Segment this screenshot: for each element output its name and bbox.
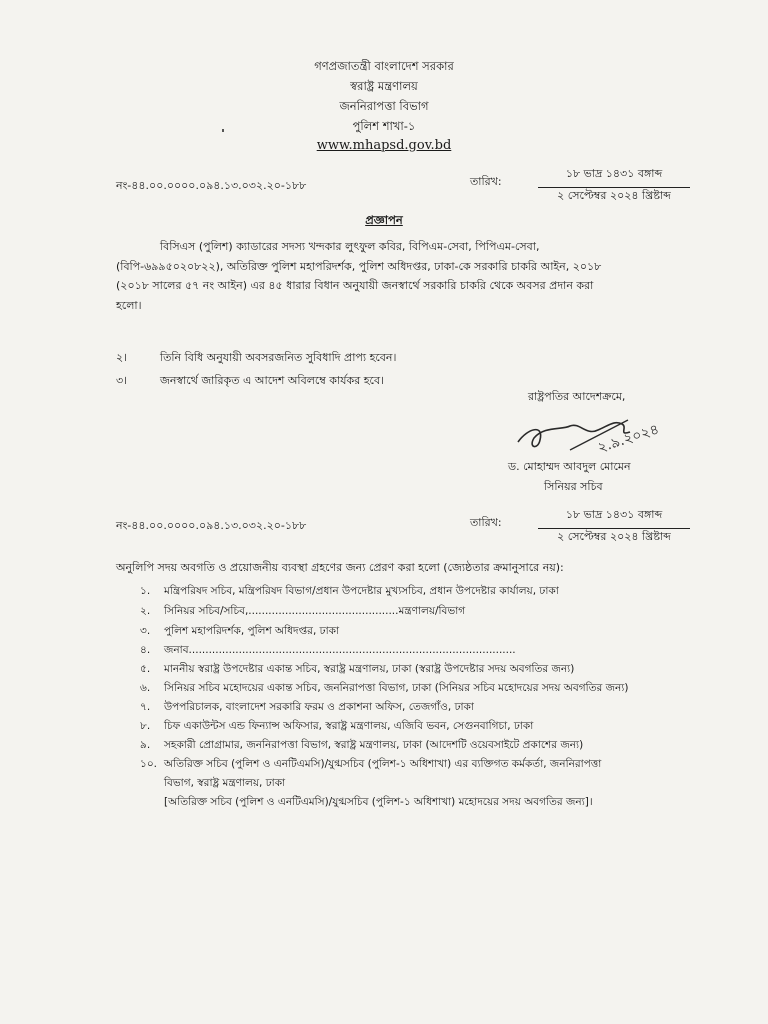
copy-text: জনাব..................................................................................................: [164, 644, 516, 656]
memo-date: [470, 165, 690, 205]
memo-number-copy: নং-৪৪.০০.০০০০.০৯৪.১৩.০৩২.২০-১৮৮: [116, 519, 307, 532]
date-label: তারিখ:: [470, 516, 502, 529]
copy-item: [140, 604, 465, 621]
copy-item-note: [অতিরিক্ত সচিব (পুলিশ ও এনটিএমসি)/যুগ্মসচিব (পুলিশ-১ অধিশাখা) মহোদয়ের সদয় অবগতির জন্য]।: [164, 796, 593, 808]
letterhead: [0, 56, 768, 156]
copy-item: [140, 700, 474, 717]
copy-item: [140, 643, 516, 660]
branch-name: পুলিশ শাখা-১: [352, 119, 416, 133]
copy-item: [140, 719, 533, 736]
memo-number: নং-৪৪.০০.০০০০.০৯৪.১৩.০৩২.২০-১৮৮: [116, 179, 307, 192]
body-line: হলো।: [116, 298, 142, 312]
scan-speck: [222, 129, 224, 132]
copy-number: ১.: [140, 585, 151, 597]
copy-text: সিনিয়র সচিব মহোদয়ের একান্ত সচিব, জননিরাপত্তা বিভাগ, ঢাকা (সিনিয়র সচিব মহোদয়ের সদয় অবগতির জন্য): [164, 682, 629, 694]
website-link[interactable]: www.mhapsd.gov.bd: [316, 138, 452, 153]
copy-item: [140, 584, 559, 601]
body-line: (২০১৮ সালের ৫৭ নং আইন) এর ৪৫ ধারার বিধান অনুযায়ী জনস্বার্থে সরকারি চাকরি থেকে অবসর প্রদান করা: [116, 279, 594, 292]
copy-number: ১০.: [140, 758, 157, 770]
copy-intro: অনুলিপি সদয় অবগতি ও প্রয়োজনীয় ব্যবস্থা গ্রহণের জন্য প্রেরণ করা হলো (জ্যেষ্ঠতার ক্রমানুসারে নয়):: [116, 561, 564, 574]
signatory-name: ড. মোহাম্মদ আবদুল মোমেন: [508, 460, 631, 473]
copy-number: ৯.: [140, 739, 151, 751]
copy-number: ৩.: [140, 625, 151, 637]
copy-text: অতিরিক্ত সচিব (পুলিশ ও এনটিএমসি)/যুগ্মসচিব (পুলিশ-১ অধিশাখা) এর ব্যক্তিগত কর্মকর্তা, জননিরাপত্তা: [164, 758, 602, 770]
copy-text: চিফ একাউন্টস এন্ড ফিন্যান্স অফিসার, স্বরাষ্ট্র মন্ত্রণালয়, এজিবি ভবন, সেগুনবাগিচা, ঢাকা: [164, 720, 534, 732]
copy-text: মন্ত্রিপরিষদ সচিব, মন্ত্রিপরিষদ বিভাগ/প্রধান উপদেষ্টার মুখ্যসচিব, প্রধান উপদেষ্টার কার্যালয়, ঢাকা: [164, 585, 559, 597]
copy-item: [140, 757, 601, 774]
ministry-name: স্বরাষ্ট্র মন্ত্রণালয়: [350, 79, 418, 93]
copy-number: ২.: [140, 605, 151, 617]
copy-number: ৬.: [140, 682, 151, 694]
copy-item: [140, 681, 628, 698]
copy-text: সহকারী প্রোগ্রামার, জননিরাপত্তা বিভাগ, স্বরাষ্ট্র মন্ত্রণালয়, ঢাকা (আদেশটি ওয়েবসাইটে প্রকাশের জন্য): [164, 739, 584, 751]
body-line: (বিপি-৬৯৯৫০২০৮২২), অতিরিক্ত পুলিশ মহাপরিদর্শক, পুলিশ অধিদপ্তর, ঢাকা-কে সরকারি চাকরি আইন, ২০১৮: [116, 259, 602, 273]
date-english: ২ সেপ্টেম্বর ২০২৪ খ্রিষ্টাব্দ: [557, 530, 671, 543]
date-bangla: ১৮ ভাদ্র ১৪৩১ বঙ্গাব্দ: [538, 506, 690, 529]
point-text: তিনি বিধি অনুযায়ী অবসরজনিত সুবিধাদি প্রাপ্য হবেন।: [160, 351, 397, 364]
copy-number: ৪.: [140, 644, 151, 656]
date-bangla: ১৮ ভাদ্র ১৪৩১ বঙ্গাব্দ: [538, 165, 690, 188]
notification-body: [116, 237, 656, 315]
copy-number: ৮.: [140, 720, 151, 732]
copy-item-continuation: বিভাগ, স্বরাষ্ট্র মন্ত্রণালয়, ঢাকা: [164, 777, 286, 789]
copy-item: [140, 662, 574, 679]
copy-text: পুলিশ মহাপরিদর্শক, পুলিশ অধিদপ্তর, ঢাকা: [164, 625, 340, 637]
handwritten-date: ২.৯.২০২৪: [595, 421, 662, 457]
point-text: জনস্বার্থে জারিকৃত এ আদেশ অবিলম্বে কার্যকর হবে।: [160, 374, 385, 387]
date-english: ২ সেপ্টেম্বর ২০২৪ খ্রিষ্টাব্দ: [557, 189, 671, 202]
body-line: বিসিএস (পুলিশ) ক্যাডারের সদস্য খন্দকার লুৎফুল কবির, বিপিএম-সেবা, পিপিএম-সেবা,: [160, 240, 540, 253]
copy-text: উপপরিচালক, বাংলাদেশ সরকারি ফরম ও প্রকাশনা অফিস, তেজগাঁও, ঢাকা: [164, 701, 474, 713]
memo-date-copy: [470, 506, 690, 546]
copy-number: ৫.: [140, 663, 151, 675]
division-name: জননিরাপত্তা বিভাগ: [339, 99, 429, 113]
copy-text: সিনিয়র সচিব/সচিব,.............................................মন্ত্রণালয়/বিভাগ: [164, 605, 466, 617]
signatory-designation: সিনিয়র সচিব: [544, 480, 603, 493]
government-name: গণপ্রজাতন্ত্রী বাংলাদেশ সরকার: [314, 59, 454, 73]
copy-item: [140, 624, 339, 641]
copy-number: ৭.: [140, 701, 151, 713]
copy-text: মাননীয় স্বরাষ্ট্র উপদেষ্টার একান্ত সচিব, স্বরাষ্ট্র মন্ত্রণালয়, ঢাকা (স্বরাষ্ট্র উপদেষ্টার সদয় অবগতির জন্য): [164, 663, 575, 675]
date-label: তারিখ:: [470, 175, 502, 188]
notification-title: প্রজ্ঞাপন: [365, 213, 403, 227]
order-line: রাষ্ট্রপতির আদেশক্রমে,: [528, 390, 626, 403]
point-number: ৩।: [116, 374, 128, 387]
copy-item: [140, 738, 583, 755]
point-number: ২।: [116, 351, 128, 364]
